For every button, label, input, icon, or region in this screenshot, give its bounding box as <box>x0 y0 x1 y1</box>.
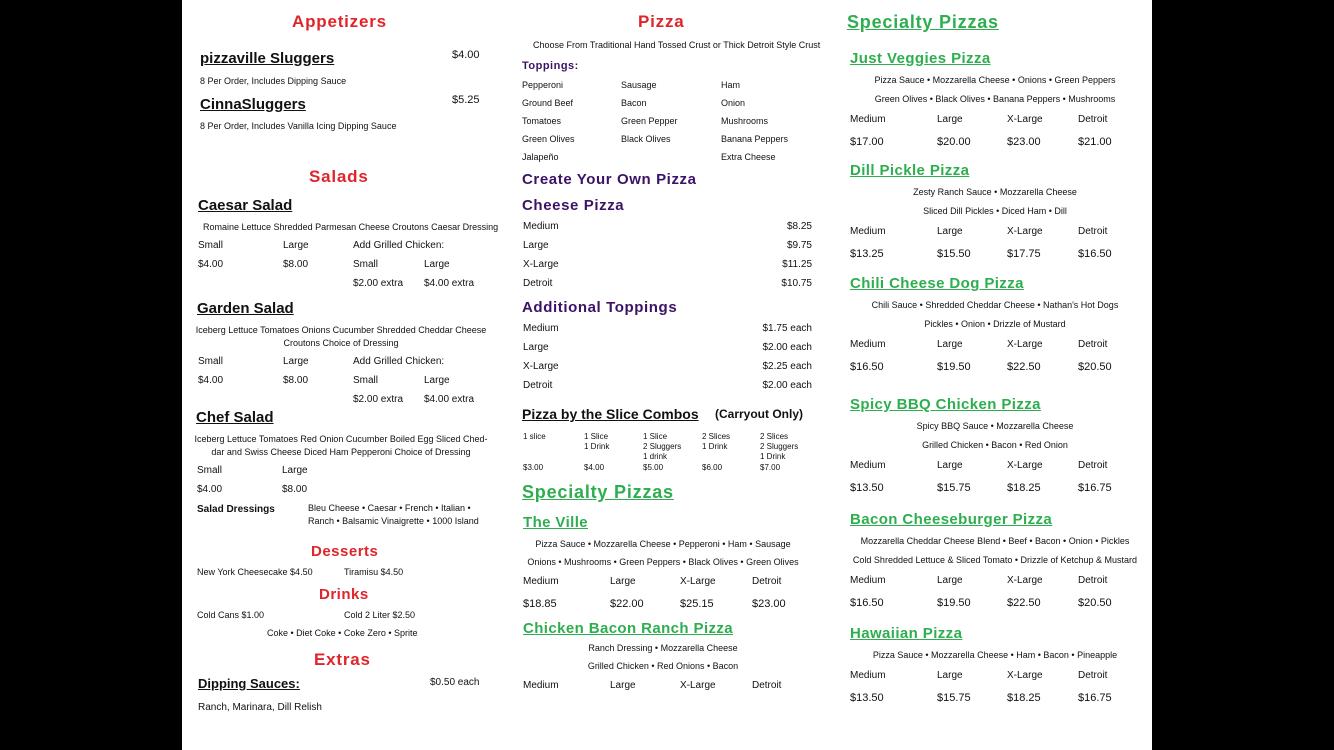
price: $13.25 <box>850 248 884 260</box>
size-label: X-Large <box>523 259 559 270</box>
drink-item: Cold 2 Liter $2.50 <box>344 610 416 620</box>
dipping-sauces-label: Dipping Sauces: <box>198 676 300 691</box>
size-label: Large <box>937 339 963 350</box>
topping-item: Black Olives <box>621 134 671 144</box>
size-label: X-Large <box>1007 670 1043 681</box>
price: $9.75 <box>786 240 812 251</box>
size-label: Detroit <box>752 680 782 691</box>
appetizer-price: $4.00 <box>452 49 480 61</box>
appetizer-name: pizzaville Sluggers <box>200 50 335 67</box>
create-your-own-title: Create Your Own Pizza <box>522 171 697 188</box>
specialty-pizza-name: Chili Cheese Dog Pizza <box>850 275 1024 292</box>
price: $1.75 each <box>762 323 812 334</box>
price: $19.50 <box>937 597 971 609</box>
cheese-pizza-title: Cheese Pizza <box>522 197 625 214</box>
specialty-pizza-name: Bacon Cheeseburger Pizza <box>850 511 1053 528</box>
size-label: Medium <box>850 114 886 125</box>
size-label: X-Large <box>523 361 559 372</box>
size-label: Large <box>282 465 308 476</box>
price: $16.75 <box>1078 482 1112 494</box>
combo-item: 1 Slice <box>643 432 668 441</box>
price: $16.50 <box>1078 248 1112 260</box>
size-label: Large <box>937 460 963 471</box>
price: $13.50 <box>850 692 884 704</box>
add-chicken-label: Add Grilled Chicken: <box>353 356 445 367</box>
size-label: Detroit <box>752 576 782 587</box>
size-label: Detroit <box>1078 114 1108 125</box>
size-label: Medium <box>523 576 559 587</box>
extras-title: Extras <box>314 650 371 669</box>
specialty-pizza-name: Hawaiian Pizza <box>850 625 963 642</box>
pizza-title: Pizza <box>638 12 685 31</box>
topping-item: Bacon <box>621 98 647 108</box>
size-label: X-Large <box>1007 226 1043 237</box>
topping-item: Tomatoes <box>522 116 562 126</box>
size-label: X-Large <box>680 680 716 691</box>
size-label: Medium <box>523 323 559 334</box>
specialty-pizza-desc: Grilled Chicken • Red Onions • Bacon <box>587 661 739 671</box>
salad-name: Caesar Salad <box>198 197 293 214</box>
salad-name: Garden Salad <box>197 300 294 317</box>
specialty-pizza-name: The Ville <box>523 514 589 531</box>
size-label: Small <box>198 240 224 251</box>
price: $13.50 <box>850 482 884 494</box>
size-label: Medium <box>523 221 559 232</box>
price: $20.50 <box>1078 361 1112 373</box>
price: $16.75 <box>1078 692 1112 704</box>
salad-desc: Romaine Lettuce Shredded Parmesan Cheese Croutons Caesar Dressing <box>203 222 499 232</box>
drink-item: Cold Cans $1.00 <box>197 610 265 620</box>
combo-price: $6.00 <box>702 463 723 472</box>
salad-dressings-list: Ranch • Balsamic Vinaigrette • 1000 Island <box>308 516 479 526</box>
combo-item: 2 Slices <box>760 432 789 441</box>
combo-price: $3.00 <box>523 463 544 472</box>
salad-desc: Iceberg Lettuce Tomatoes Onions Cucumber Shredded Cheddar Cheese <box>195 325 487 335</box>
price: $22.00 <box>610 598 644 610</box>
size-label: Medium <box>850 339 886 350</box>
salad-name: Chef Salad <box>196 409 274 426</box>
size-label: Medium <box>850 670 886 681</box>
specialty-pizza-desc: Chili Sauce • Shredded Cheddar Cheese • Nathan's Hot Dogs <box>871 300 1119 310</box>
topping-item: Ham <box>721 80 741 90</box>
specialty-pizza-name: Chicken Bacon Ranch Pizza <box>523 620 734 637</box>
price: $18.85 <box>523 598 557 610</box>
specialty-pizza-desc: Pickles • Onion • Drizzle of Mustard <box>924 319 1066 329</box>
combo-item: 1 drink <box>643 452 668 461</box>
dessert-item: Tiramisu $4.50 <box>344 567 404 577</box>
toppings-label: Toppings: <box>522 60 579 72</box>
size-label: Detroit <box>1078 670 1108 681</box>
price: $4.00 <box>197 484 223 495</box>
specialty-pizza-desc: Mozzarella Cheddar Cheese Blend • Beef • Bacon • Onion • Pickles <box>860 536 1130 546</box>
topping-item: Green Olives <box>522 134 575 144</box>
price: $2.00 extra <box>353 278 404 289</box>
size-label: Large <box>283 356 309 367</box>
size-label: Detroit <box>1078 575 1108 586</box>
specialty-pizza-desc: Spicy BBQ Sauce • Mozzarella Cheese <box>916 421 1074 431</box>
price: $4.00 <box>198 375 224 386</box>
price: $4.00 extra <box>424 278 475 289</box>
price: $16.50 <box>850 361 884 373</box>
specialty-pizza-desc: Pizza Sauce • Mozzarella Cheese • Pepperoni • Ham • Sausage <box>535 539 791 549</box>
slice-combos-title: Pizza by the Slice Combos <box>522 406 699 422</box>
salads-title: Salads <box>309 167 369 186</box>
specialty-pizza-desc: Zesty Ranch Sauce • Mozzarella Cheese <box>913 187 1077 197</box>
menu-page <box>182 0 1152 750</box>
slice-combos-note: (Carryout Only) <box>715 407 804 421</box>
size-label: Large <box>610 680 636 691</box>
combo-item: 1 Drink <box>760 452 786 461</box>
size-label: Large <box>937 114 963 125</box>
size-label: X-Large <box>1007 339 1043 350</box>
size-label: Small <box>197 465 223 476</box>
price: $11.25 <box>782 259 812 270</box>
price: $4.00 <box>198 259 224 270</box>
combo-item: 1 Drink <box>702 442 728 451</box>
topping-item: Banana Peppers <box>721 134 789 144</box>
price: $20.50 <box>1078 597 1112 609</box>
topping-item: Onion <box>721 98 746 108</box>
specialty-title: Specialty Pizzas <box>522 482 674 502</box>
dessert-item: New York Cheesecake $4.50 <box>197 567 313 577</box>
topping-item: Sausage <box>621 80 657 90</box>
drinks-title: Drinks <box>319 586 369 603</box>
size-label: Large <box>283 240 309 251</box>
size-label: Large <box>424 375 450 386</box>
appetizer-name: CinnaSluggers <box>200 96 306 113</box>
specialty-title: Specialty Pizzas <box>847 12 999 32</box>
combo-item: 1 slice <box>523 432 546 441</box>
specialty-pizza-desc: Onions • Mushrooms • Green Peppers • Black Olives • Green Olives <box>527 557 799 567</box>
specialty-pizza-desc: Pizza Sauce • Mozzarella Cheese • Onions • Green Peppers <box>874 75 1116 85</box>
price: $2.00 each <box>762 380 812 391</box>
combo-item: 2 Sluggers <box>643 442 682 451</box>
price: $15.50 <box>937 248 971 260</box>
dipping-sauces-price: $0.50 each <box>430 677 480 688</box>
size-label: Small <box>198 356 224 367</box>
size-label: Small <box>353 259 379 270</box>
appetizers-title: Appetizers <box>292 12 387 31</box>
specialty-pizza-desc: Cold Shredded Lettuce & Sliced Tomato • Drizzle of Ketchup & Mustard <box>852 555 1138 565</box>
specialty-pizza-name: Dill Pickle Pizza <box>850 162 970 179</box>
price: $15.75 <box>937 692 971 704</box>
price: $10.75 <box>781 278 812 289</box>
salad-desc: dar and Swiss Cheese Diced Ham Pepperoni Choice of Dressing <box>211 447 471 457</box>
price: $17.75 <box>1007 248 1041 260</box>
price: $4.00 extra <box>424 394 475 405</box>
topping-item: Pepperoni <box>522 80 564 90</box>
combo-item: 1 Drink <box>584 442 610 451</box>
price: $18.25 <box>1007 692 1041 704</box>
size-label: Detroit <box>1078 339 1108 350</box>
combo-item: 1 Slice <box>584 432 609 441</box>
size-label: Detroit <box>523 380 553 391</box>
size-label: Large <box>937 670 963 681</box>
size-label: X-Large <box>1007 460 1043 471</box>
size-label: Medium <box>523 680 559 691</box>
specialty-pizza-name: Spicy BBQ Chicken Pizza <box>850 396 1041 413</box>
size-label: Small <box>353 375 379 386</box>
size-label: Medium <box>850 575 886 586</box>
pizza-subtitle: Choose From Traditional Hand Tossed Crust or Thick Detroit Style Crust <box>533 40 821 50</box>
price: $16.50 <box>850 597 884 609</box>
price: $2.25 each <box>762 361 812 372</box>
size-label: Large <box>937 226 963 237</box>
price: $2.00 each <box>762 342 812 353</box>
size-label: Large <box>424 259 450 270</box>
size-label: X-Large <box>1007 575 1043 586</box>
desserts-title: Desserts <box>311 543 379 560</box>
price: $8.00 <box>282 484 308 495</box>
specialty-pizza-desc: Sliced Dill Pickles • Diced Ham • Dill <box>923 206 1067 216</box>
specialty-pizza-name: Just Veggies Pizza <box>850 50 991 67</box>
price: $25.15 <box>680 598 714 610</box>
size-label: Detroit <box>523 278 553 289</box>
salad-desc: Iceberg Lettuce Tomatoes Red Onion Cucumber Boiled Egg Sliced Ched- <box>194 434 488 444</box>
topping-item: Jalapeño <box>522 152 559 162</box>
price: $18.25 <box>1007 482 1041 494</box>
price: $19.50 <box>937 361 971 373</box>
combo-price: $7.00 <box>760 463 781 472</box>
topping-item: Mushrooms <box>721 116 769 126</box>
appetizer-price: $5.25 <box>452 94 480 106</box>
appetizer-desc: 8 Per Order, Includes Dipping Sauce <box>200 76 347 86</box>
price: $8.00 <box>283 259 309 270</box>
price: $15.75 <box>937 482 971 494</box>
price: $2.00 extra <box>353 394 404 405</box>
size-label: X-Large <box>1007 114 1043 125</box>
dipping-sauces-list: Ranch, Marinara, Dill Relish <box>198 702 322 713</box>
size-label: Large <box>937 575 963 586</box>
size-label: Large <box>523 240 549 251</box>
size-label: Medium <box>850 460 886 471</box>
combo-price: $5.00 <box>643 463 664 472</box>
price: $20.00 <box>937 136 971 148</box>
topping-item: Extra Cheese <box>721 152 776 162</box>
salad-dressings-label: Salad Dressings <box>197 504 275 515</box>
price: $22.50 <box>1007 361 1041 373</box>
specialty-pizza-desc: Ranch Dressing • Mozzarella Cheese <box>588 643 738 653</box>
combo-item: 2 Sluggers <box>760 442 799 451</box>
combo-item: 2 Slices <box>702 432 731 441</box>
price: $21.00 <box>1078 136 1112 148</box>
price: $23.00 <box>752 598 786 610</box>
price: $23.00 <box>1007 136 1041 148</box>
additional-toppings-title: Additional Toppings <box>522 299 678 316</box>
appetizer-desc: 8 Per Order, Includes Vanilla Icing Dipping Sauce <box>200 121 397 131</box>
specialty-pizza-desc: Green Olives • Black Olives • Banana Peppers • Mushrooms <box>874 94 1116 104</box>
salad-dressings-list: Bleu Cheese • Caesar • French • Italian • <box>308 503 471 513</box>
drink-list: Coke • Diet Coke • Coke Zero • Sprite <box>267 628 418 638</box>
salad-desc: Croutons Choice of Dressing <box>283 338 399 348</box>
size-label: X-Large <box>680 576 716 587</box>
add-chicken-label: Add Grilled Chicken: <box>353 240 445 251</box>
size-label: Large <box>523 342 549 353</box>
size-label: Detroit <box>1078 226 1108 237</box>
price: $8.00 <box>283 375 309 386</box>
price: $22.50 <box>1007 597 1041 609</box>
topping-item: Ground Beef <box>522 98 574 108</box>
combo-price: $4.00 <box>584 463 605 472</box>
specialty-pizza-desc: Pizza Sauce • Mozzarella Cheese • Ham • Bacon • Pineapple <box>872 650 1118 660</box>
topping-item: Green Pepper <box>621 116 678 126</box>
price: $17.00 <box>850 136 884 148</box>
price: $8.25 <box>786 221 812 232</box>
size-label: Medium <box>850 226 886 237</box>
specialty-pizza-desc: Grilled Chicken • Bacon • Red Onion <box>922 440 1068 450</box>
size-label: Detroit <box>1078 460 1108 471</box>
size-label: Large <box>610 576 636 587</box>
